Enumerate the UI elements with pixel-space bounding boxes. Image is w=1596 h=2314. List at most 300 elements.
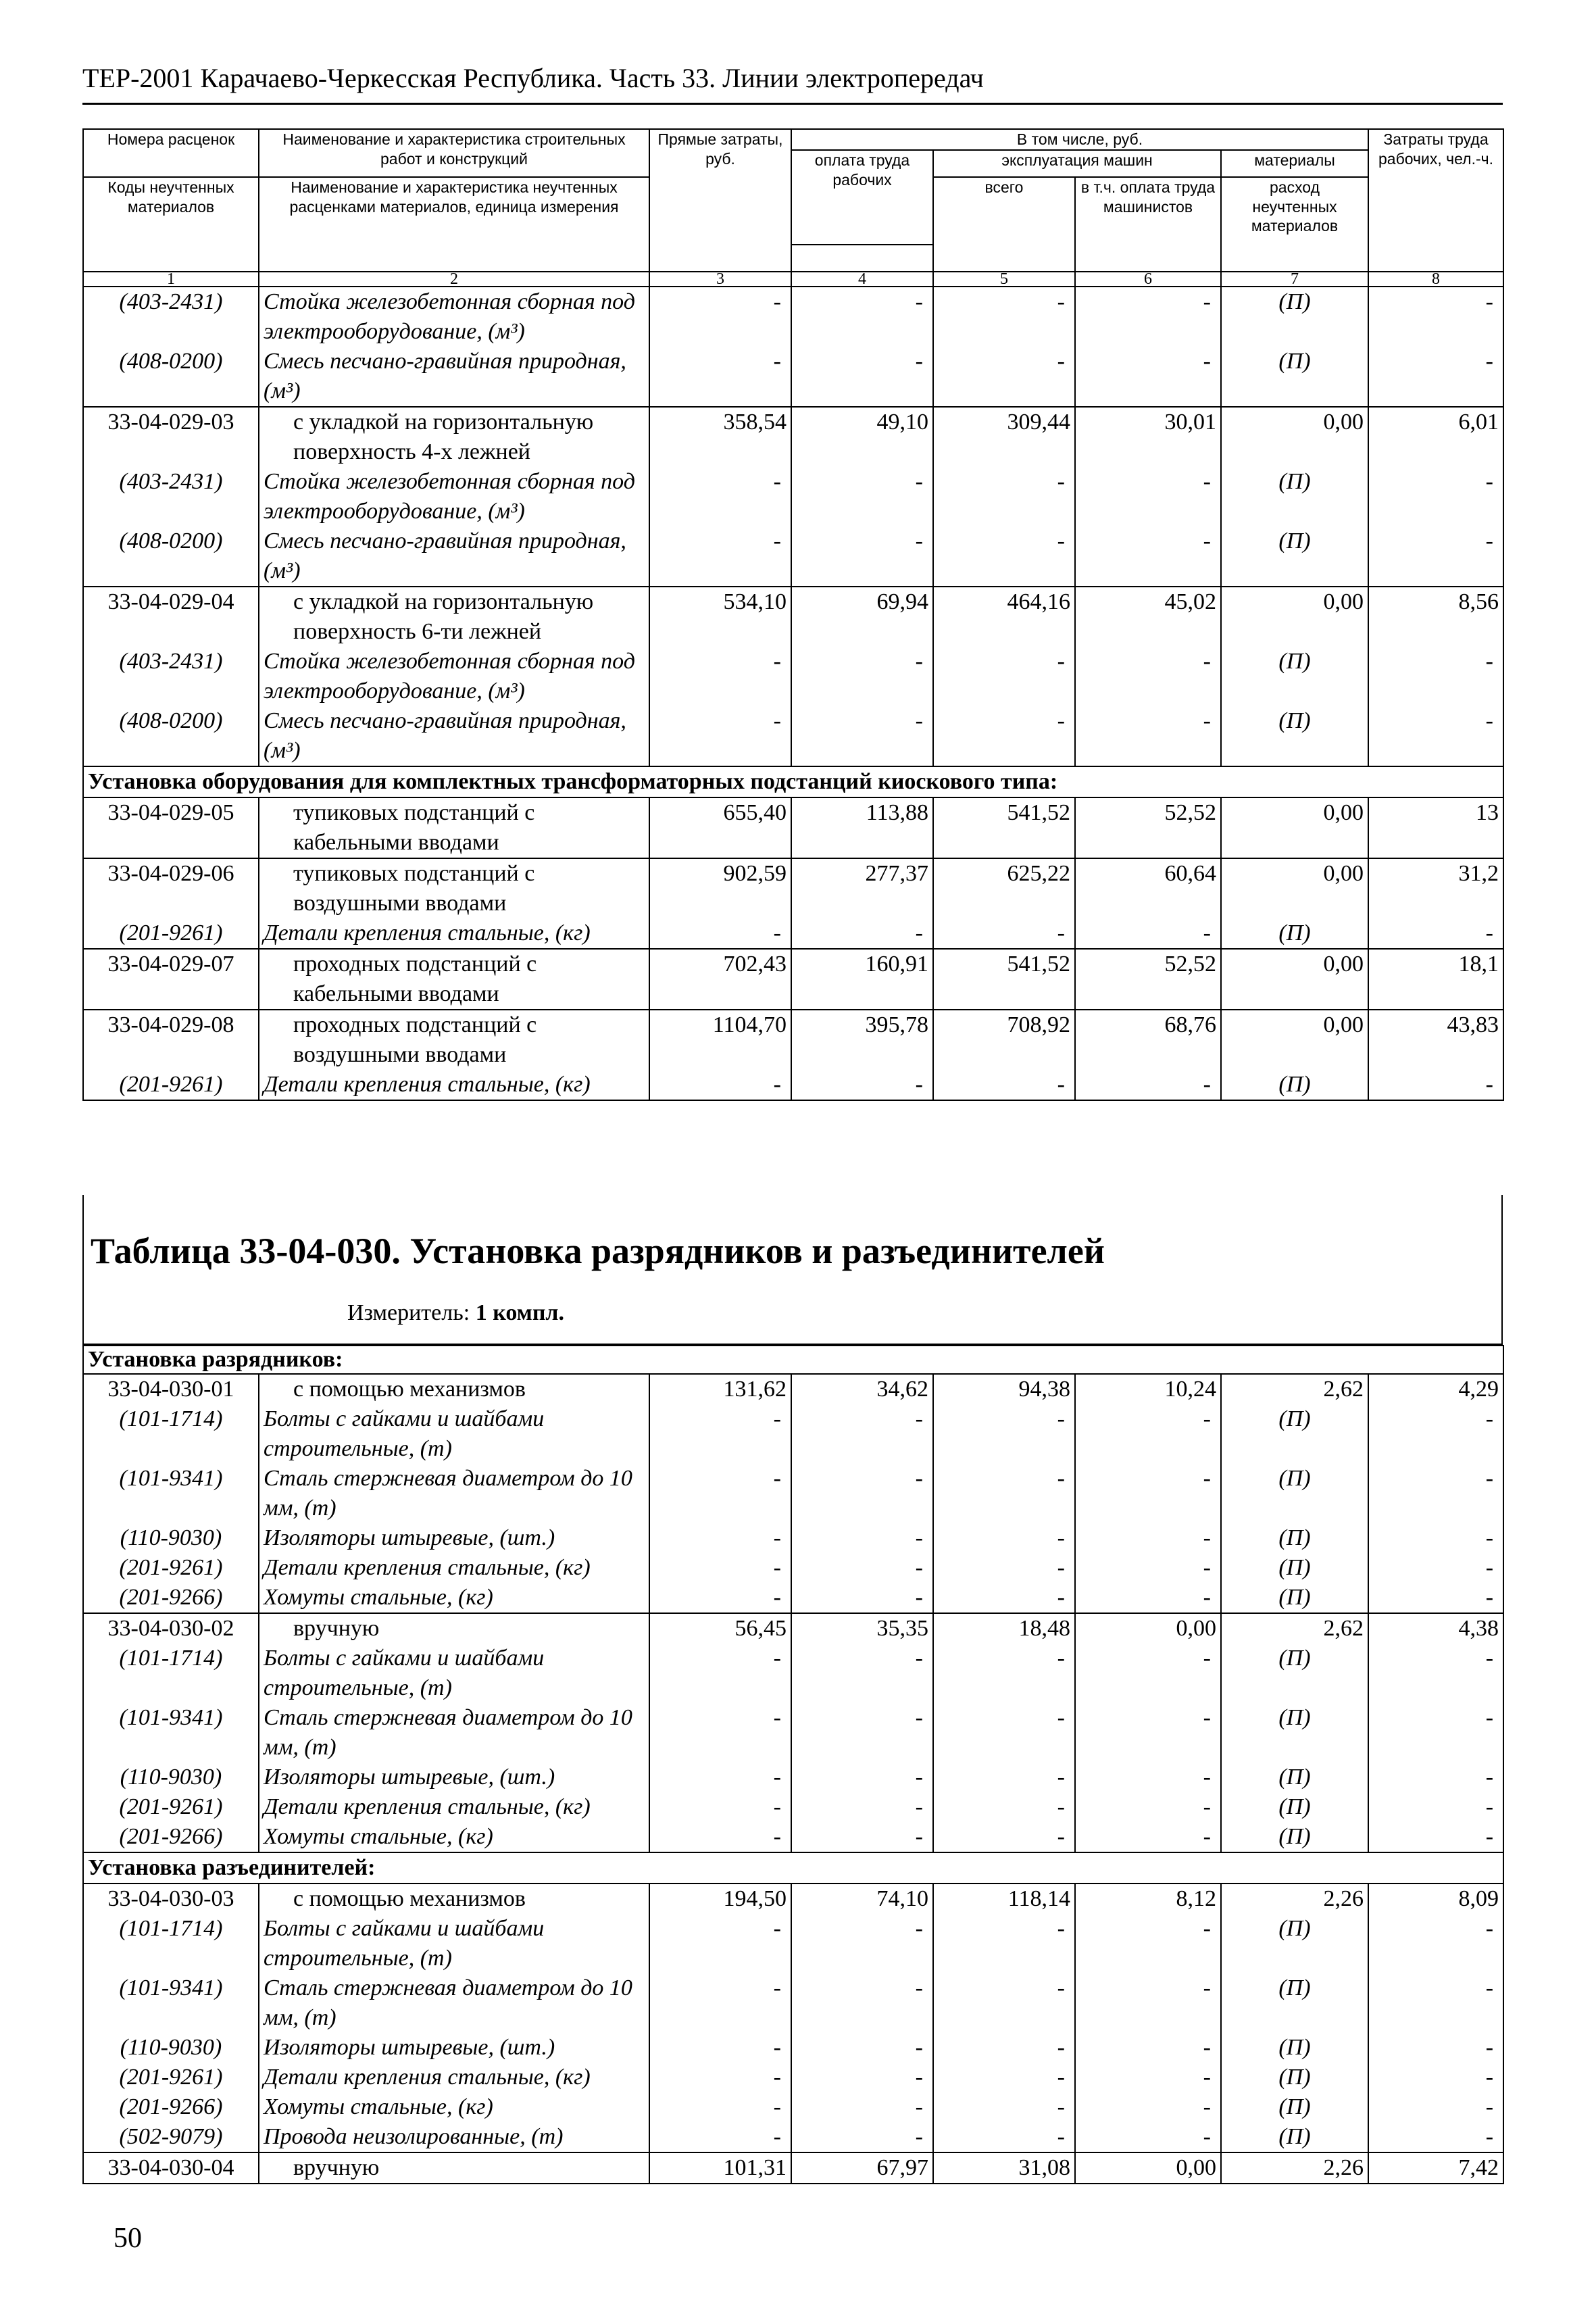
col-number: 5 [933,272,1075,287]
labor-pay-cell: - [791,526,933,587]
material-code: (110-9030) [83,2033,259,2063]
material-row [83,2122,1503,2152]
machines-total-cell: - [933,1070,1075,1100]
col1-top-header: Номера расценок [83,129,259,177]
machines-total-cell: - [933,2092,1075,2122]
labor-pay-cell: - [791,2063,933,2092]
page-header: ТЕР-2001 Карачаево-Черкесская Республика. Часть 33. Линии электропередач [82,63,984,93]
machines-total-cell: 625,22 [933,858,1075,918]
direct-costs-cell: - [649,1464,791,1523]
direct-costs-cell: 702,43 [649,949,791,1010]
section-row [83,1346,1503,1374]
labor-pay-cell: 113,88 [791,797,933,858]
labor-hours-cell: - [1368,2122,1503,2152]
materials-consumption-cell: (П) [1221,2092,1368,2122]
materials-consumption-cell: (П) [1221,706,1368,766]
section-heading: Установка разрядников: [83,1346,1503,1374]
machines-total-cell: - [933,467,1075,526]
col6-header: в т.ч. оплата труда машинистов [1075,177,1221,272]
labor-pay-cell: - [791,706,933,766]
machines-total-cell: - [933,1973,1075,2033]
machinist-pay-cell: 10,24 [1075,1374,1221,1404]
material-name: Болты с гайками и шайбами строительные, (т) [259,1404,649,1464]
material-name: Провода неизолированные, (т) [259,2122,649,2152]
col3-header: Прямые затраты, руб. [649,129,791,272]
labor-pay-cell: 34,62 [791,1374,933,1404]
material-row [83,1822,1503,1852]
labor-pay-cell: 69,94 [791,587,933,647]
materials-consumption-cell: (П) [1221,1070,1368,1100]
material-name: Хомуты стальные, (кг) [259,1822,649,1852]
machines-total-cell: - [933,1583,1075,1613]
direct-costs-cell: - [649,918,791,949]
materials-consumption-cell: 0,00 [1221,587,1368,647]
material-row [83,2033,1503,2063]
machines-total-cell: 541,52 [933,797,1075,858]
material-code: (201-9266) [83,2092,259,2122]
labor-hours-cell: - [1368,1553,1503,1583]
material-row [83,1523,1503,1553]
rate-description: тупиковых подстанций с кабельными вводами [259,797,649,858]
machines-total-cell: - [933,2122,1075,2152]
machinist-pay-cell: - [1075,1763,1221,1792]
direct-costs-cell: - [649,1703,791,1763]
col-number: 4 [791,272,933,287]
rate-description: проходных подстанций с воздушными вводами [259,1010,649,1070]
labor-hours-cell: - [1368,1914,1503,1973]
labor-pay-cell: - [791,1914,933,1973]
material-name: Хомуты стальные, (кг) [259,2092,649,2122]
labor-hours-cell: - [1368,647,1503,706]
machines-total-cell: - [933,706,1075,766]
machinist-pay-cell: - [1075,1070,1221,1100]
material-code: (403-2431) [83,467,259,526]
materials-consumption-cell: (П) [1221,1553,1368,1583]
rate-row [83,2152,1503,2184]
material-code: (201-9261) [83,2063,259,2092]
rate-code: 33-04-030-01 [83,1374,259,1404]
col-number: 3 [649,272,791,287]
material-row [83,1583,1503,1613]
material-code: (110-9030) [83,1763,259,1792]
direct-costs-cell: - [649,1644,791,1703]
machines-group-header: эксплуатация машин [933,150,1221,177]
machines-total-cell: - [933,918,1075,949]
labor-pay-cell: 35,35 [791,1613,933,1644]
machines-total-cell: - [933,2063,1075,2092]
machinist-pay-cell: 68,76 [1075,1010,1221,1070]
materials-consumption-cell: (П) [1221,1792,1368,1822]
labor-pay-cell: 277,37 [791,858,933,918]
material-code: (110-9030) [83,1523,259,1553]
labor-pay-cell: 160,91 [791,949,933,1010]
material-row [83,1070,1503,1100]
material-name: Стойка железобетонная сборная под электрооборудование, (м³) [259,467,649,526]
materials-consumption-cell: (П) [1221,1914,1368,1973]
machines-total-cell: - [933,347,1075,407]
direct-costs-cell: - [649,1763,791,1792]
materials-consumption-cell: (П) [1221,1404,1368,1464]
rate-code: 33-04-030-03 [83,1884,259,1914]
material-name: Детали крепления стальные, (кг) [259,918,649,949]
rate-code: 33-04-029-03 [83,407,259,467]
labor-pay-cell: - [791,1583,933,1613]
material-code: (403-2431) [83,647,259,706]
material-code: (201-9261) [83,1553,259,1583]
machinist-pay-cell: - [1075,526,1221,587]
measure-line [347,1300,564,1326]
machinist-pay-cell: 52,52 [1075,949,1221,1010]
material-code: (201-9266) [83,1583,259,1613]
direct-costs-cell: 358,54 [649,407,791,467]
materials-consumption-cell: (П) [1221,467,1368,526]
machinist-pay-cell: - [1075,1973,1221,2033]
machines-total-cell: - [933,1404,1075,1464]
table2-title: Таблица 33-04-030. Установка разрядников и разъединителей [91,1231,1105,1271]
labor-hours-cell: - [1368,1822,1503,1852]
labor-hours-cell: 18,1 [1368,949,1503,1010]
labor-hours-cell: 31,2 [1368,858,1503,918]
section-row [83,766,1503,797]
col-number: 8 [1368,272,1503,287]
measure-value: 1 компл. [475,1300,565,1325]
labor-hours-cell: - [1368,347,1503,407]
material-row [83,287,1503,347]
machinist-pay-cell: - [1075,2033,1221,2063]
labor-hours-cell: - [1368,706,1503,766]
material-name: Изоляторы штыревые, (шт.) [259,2033,649,2063]
labor-pay-cell: - [791,1464,933,1523]
labor-pay-cell: - [791,347,933,407]
direct-costs-cell: - [649,1583,791,1613]
machines-total-cell: 541,52 [933,949,1075,1010]
machinist-pay-cell: - [1075,1644,1221,1703]
material-row [83,918,1503,949]
machinist-pay-cell: 60,64 [1075,858,1221,918]
materials-consumption-cell: (П) [1221,1523,1368,1553]
labor-hours-cell: 4,29 [1368,1374,1503,1404]
rates-table-2 [82,1345,1504,2184]
materials-consumption-cell: (П) [1221,2033,1368,2063]
materials-consumption-cell: (П) [1221,1763,1368,1792]
rate-description: вручную [259,1613,649,1644]
rate-row [83,797,1503,858]
labor-pay-cell: - [791,918,933,949]
materials-consumption-cell: 2,62 [1221,1374,1368,1404]
labor-hours-cell: - [1368,1644,1503,1703]
materials-consumption-cell: (П) [1221,647,1368,706]
direct-costs-cell: - [649,1070,791,1100]
material-name: Детали крепления стальные, (кг) [259,1792,649,1822]
machinist-pay-cell: 52,52 [1075,797,1221,858]
machinist-pay-cell: - [1075,1523,1221,1553]
machinist-pay-cell: - [1075,1914,1221,1973]
machinist-pay-cell: 8,12 [1075,1884,1221,1914]
section-heading: Установка оборудования для комплектных трансформаторных подстанций киоскового типа: [83,766,1503,797]
rate-code: 33-04-030-02 [83,1613,259,1644]
labor-pay-cell: - [791,2033,933,2063]
materials-consumption-cell: 0,00 [1221,407,1368,467]
machines-total-cell: - [933,1822,1075,1852]
section-row [83,1852,1503,1884]
material-row [83,1973,1503,2033]
col4-header: оплата труда рабочих [791,150,933,245]
machines-total-cell: - [933,2033,1075,2063]
labor-hours-cell: 8,09 [1368,1884,1503,1914]
direct-costs-cell: - [649,1914,791,1973]
table2-body [83,1346,1503,2184]
direct-costs-cell: - [649,467,791,526]
material-code: (403-2431) [83,287,259,347]
material-code: (101-1714) [83,1404,259,1464]
direct-costs-cell: 1104,70 [649,1010,791,1070]
material-row [83,347,1503,407]
material-row [83,1553,1503,1583]
materials-consumption-cell: (П) [1221,1583,1368,1613]
material-name: Болты с гайками и шайбами строительные, (т) [259,1644,649,1703]
rate-code: 33-04-029-07 [83,949,259,1010]
col-number: 2 [259,272,649,287]
machinist-pay-cell: - [1075,347,1221,407]
materials-consumption-cell: (П) [1221,1703,1368,1763]
labor-hours-cell: 4,38 [1368,1613,1503,1644]
labor-pay-cell: 49,10 [791,407,933,467]
material-name: Сталь стержневая диаметром до 10 мм, (т) [259,1973,649,2033]
labor-hours-cell: - [1368,467,1503,526]
material-row [83,1464,1503,1523]
materials-consumption-cell: (П) [1221,1464,1368,1523]
direct-costs-cell: - [649,2063,791,2092]
machinist-pay-cell: - [1075,2122,1221,2152]
labor-pay-cell: - [791,2122,933,2152]
direct-costs-cell: 194,50 [649,1884,791,1914]
labor-hours-cell: 6,01 [1368,407,1503,467]
machinist-pay-cell: - [1075,2092,1221,2122]
machines-total-cell: - [933,526,1075,587]
col1-bottom-header: Коды неучтенных материалов [83,177,259,272]
machinist-pay-cell: - [1075,706,1221,766]
direct-costs-cell: - [649,526,791,587]
machinist-pay-cell: - [1075,467,1221,526]
column-numbers-row [83,272,1503,287]
direct-costs-cell: 902,59 [649,858,791,918]
labor-hours-cell: - [1368,2092,1503,2122]
material-code: (408-0200) [83,347,259,407]
labor-hours-cell: 8,56 [1368,587,1503,647]
labor-hours-cell: - [1368,1763,1503,1792]
material-code: (101-9341) [83,1703,259,1763]
direct-costs-cell: - [649,347,791,407]
material-row [83,1404,1503,1464]
labor-hours-cell: - [1368,1792,1503,1822]
rate-row [83,1010,1503,1070]
labor-pay-cell: - [791,2092,933,2122]
material-row [83,1914,1503,1973]
labor-hours-cell: - [1368,2063,1503,2092]
labor-pay-cell: - [791,1553,933,1583]
rate-row [83,1374,1503,1404]
material-row [83,467,1503,526]
labor-pay-cell: - [791,1763,933,1792]
labor-pay-cell: - [791,647,933,706]
labor-hours-cell: - [1368,287,1503,347]
materials-consumption-cell: (П) [1221,2063,1368,2092]
machines-total-cell: - [933,1644,1075,1703]
material-code: (101-1714) [83,1914,259,1973]
material-code: (101-9341) [83,1464,259,1523]
machines-total-cell: - [933,1914,1075,1973]
labor-pay-cell: - [791,1792,933,1822]
material-row [83,2092,1503,2122]
rate-code: 33-04-029-06 [83,858,259,918]
machinist-pay-cell: - [1075,1404,1221,1464]
material-row [83,647,1503,706]
labor-pay-cell: - [791,1404,933,1464]
material-name: Изоляторы штыревые, (шт.) [259,1523,649,1553]
labor-pay-cell: - [791,1644,933,1703]
col7-header: расход неучтенных материалов [1221,177,1368,272]
materials-consumption-cell: (П) [1221,1644,1368,1703]
machines-total-cell: 94,38 [933,1374,1075,1404]
machines-total-cell: - [933,1703,1075,1763]
material-code: (502-9079) [83,2122,259,2152]
rate-description: с помощью механизмов [259,1374,649,1404]
rate-code: 33-04-029-05 [83,797,259,858]
material-code: (101-9341) [83,1973,259,2033]
materials-consumption-cell: (П) [1221,526,1368,587]
machinist-pay-cell: 45,02 [1075,587,1221,647]
labor-pay-cell: - [791,1973,933,2033]
direct-costs-cell: - [649,287,791,347]
material-name: Смесь песчано-гравийная природная, (м³) [259,526,649,587]
labor-hours-cell: 13 [1368,797,1503,858]
col2-bottom-header: Наименование и характеристика неучтенных расценками материалов, единица измерения [259,177,649,272]
rates-table [82,128,1504,1101]
machines-total-cell: 18,48 [933,1613,1075,1644]
machinist-pay-cell: 30,01 [1075,407,1221,467]
table2-title-block [82,1195,1503,1345]
labor-hours-cell: - [1368,1404,1503,1464]
machinist-pay-cell: 0,00 [1075,2152,1221,2184]
materials-consumption-cell: 0,00 [1221,949,1368,1010]
labor-hours-cell: 43,83 [1368,1010,1503,1070]
col-number: 6 [1075,272,1221,287]
material-name: Детали крепления стальные, (кг) [259,1553,649,1583]
rate-row [83,1613,1503,1644]
material-name: Стойка железобетонная сборная под электрооборудование, (м³) [259,287,649,347]
rate-description: тупиковых подстанций с воздушными вводами [259,858,649,918]
machinist-pay-cell: - [1075,1822,1221,1852]
machinist-pay-cell: - [1075,2063,1221,2092]
materials-consumption-cell: (П) [1221,2122,1368,2152]
materials-consumption-cell: 2,26 [1221,2152,1368,2184]
machines-total-cell: - [933,1792,1075,1822]
materials-consumption-cell: 0,00 [1221,1010,1368,1070]
material-name: Хомуты стальные, (кг) [259,1583,649,1613]
direct-costs-cell: 534,10 [649,587,791,647]
labor-hours-cell: 7,42 [1368,2152,1503,2184]
direct-costs-cell: - [649,647,791,706]
direct-costs-cell: 101,31 [649,2152,791,2184]
section-heading: Установка разъединителей: [83,1852,1503,1884]
material-row [83,1703,1503,1763]
labor-pay-cell: - [791,1070,933,1100]
materials-consumption-cell: 0,00 [1221,797,1368,858]
material-name: Сталь стержневая диаметром до 10 мм, (т) [259,1703,649,1763]
labor-hours-cell: - [1368,1973,1503,2033]
material-code: (201-9261) [83,1792,259,1822]
material-row [83,1763,1503,1792]
machines-total-cell: 464,16 [933,587,1075,647]
direct-costs-cell: - [649,706,791,766]
labor-hours-cell: - [1368,918,1503,949]
materials-consumption-cell: (П) [1221,1822,1368,1852]
col8-header: Затраты труда рабочих, чел.-ч. [1368,129,1503,272]
material-code: (201-9266) [83,1822,259,1852]
table1-body [83,287,1503,1100]
direct-costs-cell: 56,45 [649,1613,791,1644]
material-code: (408-0200) [83,526,259,587]
materials-consumption-cell: 2,26 [1221,1884,1368,1914]
rate-description: с укладкой на горизонтальную поверхность 4-х лежней [259,407,649,467]
col2-top-header: Наименование и характеристика строительных работ и конструкций [259,129,649,177]
materials-consumption-cell: (П) [1221,287,1368,347]
rate-code: 33-04-029-04 [83,587,259,647]
material-name: Стойка железобетонная сборная под электрооборудование, (м³) [259,647,649,706]
materials-group-header: материалы [1221,150,1368,177]
rate-description: вручную [259,2152,649,2184]
header-rule [82,103,1503,105]
machines-total-cell: 708,92 [933,1010,1075,1070]
machinist-pay-cell: - [1075,647,1221,706]
labor-pay-cell: 74,10 [791,1884,933,1914]
labor-pay-cell: - [791,1523,933,1553]
direct-costs-cell: - [649,2033,791,2063]
rate-row [83,858,1503,918]
material-name: Сталь стержневая диаметром до 10 мм, (т) [259,1464,649,1523]
direct-costs-cell: 655,40 [649,797,791,858]
machines-total-cell: - [933,1763,1075,1792]
material-code: (101-1714) [83,1644,259,1703]
col-number: 1 [83,272,259,287]
group-header: В том числе, руб. [791,129,1368,150]
labor-pay-cell: - [791,287,933,347]
labor-pay-cell: - [791,467,933,526]
rate-description: с укладкой на горизонтальную поверхность 6-ти лежней [259,587,649,647]
machines-total-cell: 118,14 [933,1884,1075,1914]
rate-description: проходных подстанций с кабельными вводами [259,949,649,1010]
direct-costs-cell: - [649,1822,791,1852]
rate-code: 33-04-030-04 [83,2152,259,2184]
material-row [83,706,1503,766]
labor-hours-cell: - [1368,526,1503,587]
machinist-pay-cell: - [1075,1553,1221,1583]
direct-costs-cell: - [649,1553,791,1583]
machines-total-cell: - [933,287,1075,347]
labor-hours-cell: - [1368,1703,1503,1763]
machinist-pay-cell: - [1075,918,1221,949]
rate-row [83,1884,1503,1914]
machinist-pay-cell: - [1075,287,1221,347]
machines-total-cell: - [933,647,1075,706]
machines-total-cell: - [933,1553,1075,1583]
labor-hours-cell: - [1368,1464,1503,1523]
direct-costs-cell: - [649,1404,791,1464]
page-number: 50 [114,2223,142,2254]
labor-hours-cell: - [1368,1070,1503,1100]
rate-description: с помощью механизмов [259,1884,649,1914]
direct-costs-cell: - [649,1523,791,1553]
